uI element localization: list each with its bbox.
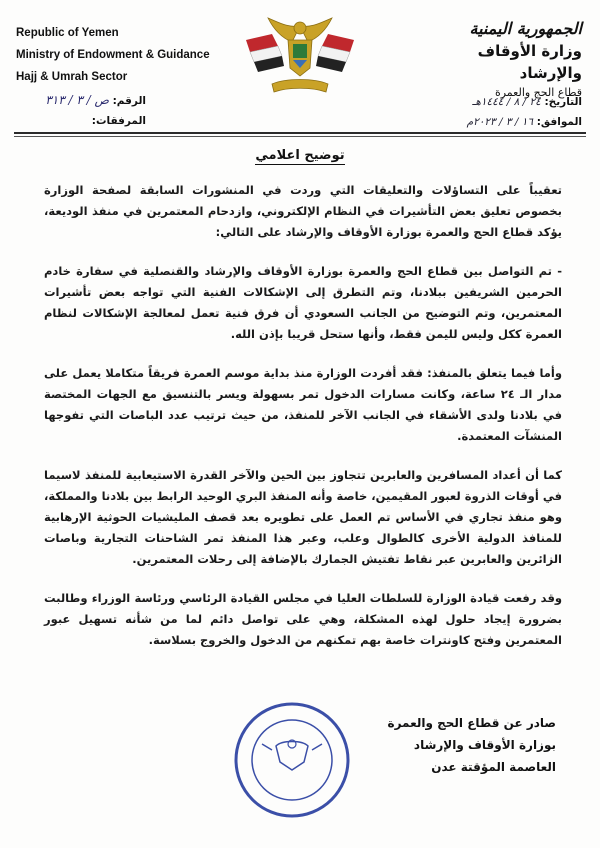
paragraph-escalation: وقد رفعت قيادة الوزارة للسلطات العليا في مجلس القيادة الرئاسي ورئاسة الوزراء وطالبت بضرورة إيجاد حلول لهذه المشكلة، وهي على تواصل دائم لما من شأنه تسهيل عبور المعتمرين وفتح كاونترات خاصة بهم تمكنهم من الدخول والخروج بسلاسة.	[44, 591, 562, 647]
signature-block	[376, 712, 556, 778]
corresponding-date-label: الموافق:	[536, 116, 582, 128]
header-sector-en: Hajj & Umrah Sector	[16, 71, 128, 83]
reference-number-value: ص / ٣ / ٣١٣	[45, 93, 109, 107]
signature-ministry: بوزارة الأوقاف والإرشاد	[413, 738, 556, 752]
header-country-en: Republic of Yemen	[16, 27, 119, 39]
document-title: توضيح اعلامي	[255, 148, 345, 163]
header-ministry-en: Ministry of Endowment & Guidance	[16, 49, 210, 61]
yemen-emblem-icon	[238, 12, 362, 104]
header-country-ar: الجمهورية اليمنية	[469, 19, 582, 38]
header-divider	[14, 132, 586, 134]
paragraph-border-crossing: وأما فيما يتعلق بالمنفذ: فقد أفردت الوزارة منذ بداية موسم العمرة فريقاً متكاملا يعمل على مدار الـ ٢٤ ساعة، وكانت مسارات الدخول تمر بسهولة ويسر بالتنسيق مع الجهات المختصة في بلادنا ولدى الأشقاء في الجانب الآخر للمنفذ، من حيث ترتيب عدد الباصات التي تفوجها المنشآت المعتمدة.	[44, 366, 562, 443]
paragraph-visas: - تم التواصل بين قطاع الحج والعمرة بوزارة الأوقاف والإرشاد والقنصلية في سفارة خادم الحرمين الشريفين ببلادنا، وتم التطرق إلى الإشكالات الفنية التي تواجه بعض تأشيرات المعتمرين، وتم التوضيح من الجانب السعودي أن فرق فنية تعمل لمعالجة الإشكالات لنظام العمرة ككل وليس لليمن فقط، وأنها ستحل قريبا بإذن الله.	[44, 264, 562, 341]
header-sector-ar: قطاع الحج والعمرة	[494, 86, 582, 99]
header-english	[16, 22, 210, 88]
reference-number-block	[16, 90, 146, 131]
date-label: التاريخ:	[544, 96, 582, 108]
signature-location: العاصمة المؤقتة عدن	[431, 760, 556, 774]
official-stamp-icon	[232, 700, 352, 820]
date-value: ٢٤ / ٨ / ١٤٤٤هـ	[472, 96, 541, 108]
attachments-label: المرفقات:	[91, 115, 146, 127]
corresponding-date-value: ١٦ / ٣ / ٢٠٢٣م	[466, 116, 534, 128]
reference-number-label: الرقم:	[112, 95, 146, 107]
document-body	[44, 180, 562, 669]
paragraph-capacity: كما أن أعداد المسافرين والعابرين تتجاوز بين الحين والآخر القدرة الاستيعابية للمنفذ لاسيما في أوقات الذروة لعبور المقيمين، خاصة وأنه المنفذ البري الوحيد الرابط بين بلادنا والمملكة، وهو منفذ تجاري في الأساس تم العمل على تطويره بعد قصف المليشيات الحوثية الإرهابية للمنافذ الدولية الأخرى كالطوال وعلب، وعبر هذا المنفذ تمر الشاحنات التجارية وباصات الزائرين والعابرين عبر نقاط تفتيش الجمارك بالإضافة إلى رحلات المعتمرين.	[44, 468, 562, 566]
signature-issuer: صادر عن قطاع الحج والعمرة	[387, 716, 556, 730]
header-ministry-ar: وزارة الأوقاف والإرشاد	[477, 42, 582, 82]
reference-date-block	[382, 92, 582, 132]
paragraph-intro: تعقيباً على التساؤلات والتعليقات التي وردت في المنشورات السابقة لصفحة الوزارة بخصوص تعليق بعض التأشيرات في النظام الإلكتروني، وازدحام المعتمرين في منفذ الوديعة، يؤكد قطاع الحج والعمرة بوزارة الأوقاف والإرشاد على التالي:	[44, 183, 562, 239]
header-arabic	[412, 18, 582, 102]
header-divider-thin	[14, 136, 586, 137]
